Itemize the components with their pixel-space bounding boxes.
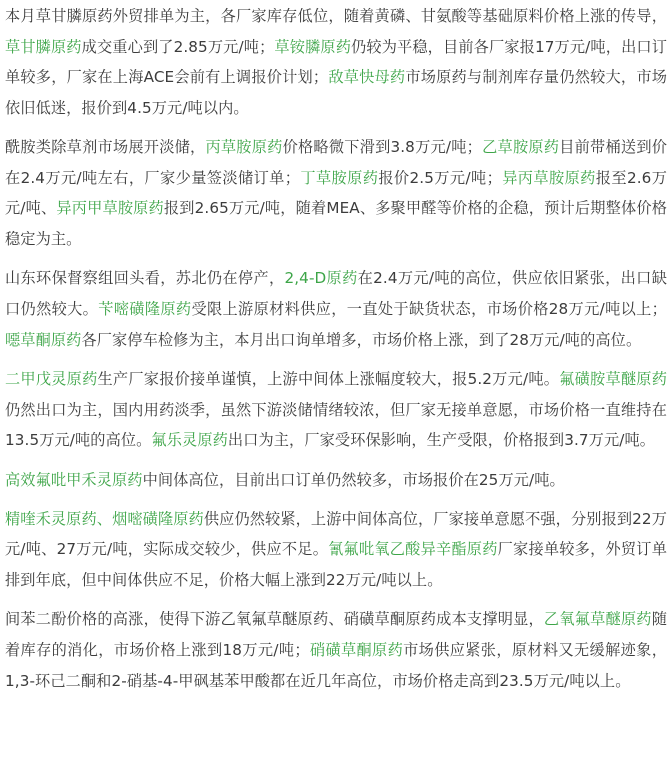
product-name-highlight: 二甲戊灵原药	[5, 369, 98, 388]
product-name-highlight: 异丙甲草胺原药	[56, 199, 164, 218]
text-segment: 随着库存的消化，市场价格上涨到18万元/吨；	[5, 610, 668, 660]
paragraph-shandong-inspection	[5, 263, 667, 355]
product-name-highlight: 草铵膦原药	[274, 37, 352, 56]
text-segment: 生产厂家报价接单谨慎，上游中间体上涨幅度较大，报5.2万元/吨。	[97, 369, 560, 388]
text-segment: 价格略微下滑到3.8万元/吨；	[282, 138, 482, 157]
text-segment: 仍然出口为主，国内用药淡季，虽然下游淡储情绪较浓，但厂家无接单意愿，市场价格一直维持在13.5万元/吨的高位。	[5, 400, 667, 450]
product-name-highlight: 丙草胺原药	[205, 138, 283, 157]
text-segment: 报到2.65万元/吨，随着MEA、多聚甲醛等价格的企稳，预计后期整体价格稳定为主。	[5, 199, 667, 248]
paragraph-glyphosate-market	[5, 0, 667, 123]
text-segment: 市场供应紧张，原材料又无缓解迹象，1,3-环己二酮和2-硝基-4-甲砜基苯甲酸都在近几年高位，市场价格走高到23.5万元/吨以上。	[5, 641, 667, 690]
paragraph-amide-herbicides	[5, 132, 667, 254]
product-name-highlight: 草甘膦原药	[5, 37, 82, 56]
product-name-highlight: 敌草快母药	[328, 68, 406, 87]
product-name-highlight: 乙氧氟草醚原药	[543, 610, 652, 629]
product-name-highlight: 氰氟吡氧乙酸异辛酯原药	[328, 540, 498, 559]
text-segment: 山东环保督察组回头看，苏北仍在停产，	[5, 269, 285, 288]
paragraph-haloxyfop	[5, 465, 667, 496]
text-segment: 成交重心到了2.85万元/吨；	[81, 37, 275, 56]
text-segment: 在2.4万元/吨的高位，供应依旧紧张，出口缺口仍然较大。	[5, 269, 667, 318]
text-segment: 厂家接单较多，外贸订单排到年底，但中间体供应不足，价格大幅上涨到22万元/吨以上。	[5, 540, 668, 590]
product-name-highlight: 异丙草胺原药	[501, 168, 596, 187]
product-name-highlight: 乙草胺原药	[481, 138, 560, 157]
product-name-highlight: 氟磺胺草醚原药	[559, 369, 667, 388]
paragraph-quizalofop	[5, 504, 667, 596]
text-segment: 供应仍然较紧，上游中间体高位，厂家接单意愿不强，分别报到22万元/吨、27万元/吨，实际成交较少，供应不足。	[5, 509, 667, 559]
product-name-highlight: 高效氟吡甲禾灵原药	[5, 470, 143, 489]
text-segment: 各厂家停车检修为主，本月出口询单增多，市场价格上涨，到了28万元/吨的高位。	[81, 330, 642, 349]
text-segment: 受限上游原材料供应，一直处于缺货状态，市场价格28万元/吨以上；	[191, 299, 667, 318]
text-segment: 报至2.6万元/吨、	[5, 168, 667, 218]
text-segment: 仍较为平稳，目前各厂家报17万元/吨，出口订单较多，厂家在上海ACE会前有上调报价计划；	[5, 37, 668, 87]
text-segment: 中间体高位，目前出口订单仍然较多，市场报价在25万元/吨。	[142, 470, 565, 489]
text-segment: 目前带桶送到价在2.4万元/吨左右，厂家少量签淡储订单；	[5, 138, 668, 187]
text-segment: 市场原药与制剂库存量仍然较大，市场依旧低迷，报价到4.5万元/吨以内。	[5, 68, 668, 117]
text-segment: 酰胺类除草剂市场展开淡储，	[5, 138, 206, 157]
text-segment: 报价2.5万元/吨；	[378, 168, 502, 187]
paragraph-resorcinol	[5, 604, 667, 696]
text-segment: 出口为主，厂家受环保影响，生产受限，价格报到3.7万元/吨。	[227, 431, 656, 450]
product-name-highlight: 精喹禾灵原药、烟嘧磺隆原药	[5, 509, 204, 528]
product-name-highlight: 噁草酮原药	[5, 330, 82, 349]
product-name-highlight: 2,4-D原药	[284, 269, 358, 288]
paragraph-pendimethalin	[5, 364, 667, 456]
product-name-highlight: 苄嘧磺隆原药	[98, 299, 192, 318]
product-name-highlight: 氟乐灵原药	[151, 431, 228, 450]
text-segment: 本月草甘膦原药外贸排单为主，各厂家库存低位，随着黄磷、甘氨酸等基础原料价格上涨的传导，	[5, 7, 667, 25]
product-name-highlight: 丁草胺原药	[300, 168, 379, 187]
text-segment: 间苯二酚价格的高涨，使得下游乙氧氟草醚原药、硝磺草酮原药成本支撑明显，	[5, 610, 544, 629]
product-name-highlight: 硝磺草酮原药	[309, 641, 404, 660]
